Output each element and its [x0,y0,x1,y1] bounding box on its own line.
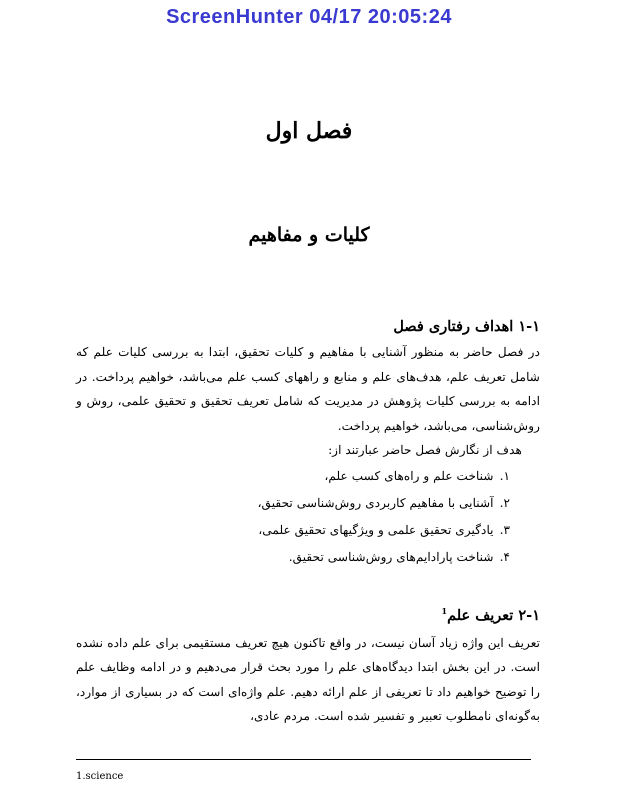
footnote: 1.science [76,771,124,782]
chapter-title: فصل اول [265,118,353,144]
goal-text: شناخت پارادایم‌های روش‌شناسی تحقیق. [288,549,494,564]
footnote-marker: 1 [441,606,448,616]
section-2-paragraph: تعریف این واژه زیاد آسان نیست، در واقع تاکنون هیچ تعریف مستقیمی برای علم داده نشده است. در این بخش ابتدا دیدگاه‌های علم را مورد بحث قرار می‌دهیم و در ادامه وظایف علم را توضیح خواهیم داد تا تعریفی از علم ارائه دهیم. علم واژه‌ای است که در بسیاری از موارد، به‌گونه‌ای نامطلوب تعبیر و تفسیر شده است. مردم عادی، [76,635,540,724]
section-1-paragraph: در فصل حاضر به منظور آشنایی با مفاهیم و کلیات تحقیق، ابتدا به بررسی کلیات علم که شامل تعریف علم، هدف‌های علم و منابع و راههای کسب علم می‌باشد، خواهیم پرداخت. در ادامه به بررسی کلیات پژوهش در مدیریت که شامل تعریف تحقیق و تحقیق علمی، روش و روش‌شناسی، می‌باشد، خواهیم پرداخت. [76,345,540,433]
goal-number: ۳. [499,522,510,537]
goal-text: آشنایی با مفاهیم کاربردی روش‌شناسی تحقیق، [257,495,494,510]
footnote-divider [76,759,531,760]
section-2-heading-text: ۲-۱ تعریف علم [447,606,540,624]
section-2 [76,600,540,729]
goals-intro: هدف از نگارش فصل حاضر عبارتند از: [328,443,522,457]
goal-item [76,463,510,490]
goal-item [76,544,510,571]
goal-text: یادگیری تحقیق علمی و ویژگیهای تحقیق علمی، [258,522,494,537]
goals-list [76,463,540,571]
goal-number: ۱. [499,468,510,483]
section-2-heading [76,600,540,627]
goal-number: ۴. [499,549,510,564]
goal-number: ۲. [499,495,510,510]
goal-item [76,517,510,544]
screenhunter-watermark: ScreenHunter 04/17 20:05:24 [166,6,452,28]
goal-item [76,490,510,517]
section-1 [76,316,540,571]
chapter-subtitle: کلیات و مفاهیم [248,224,370,246]
section-1-heading: ۱-۱ اهداف رفتاری فصل [393,318,540,335]
goal-text: شناخت علم و راه‌های کسب علم، [324,468,494,483]
